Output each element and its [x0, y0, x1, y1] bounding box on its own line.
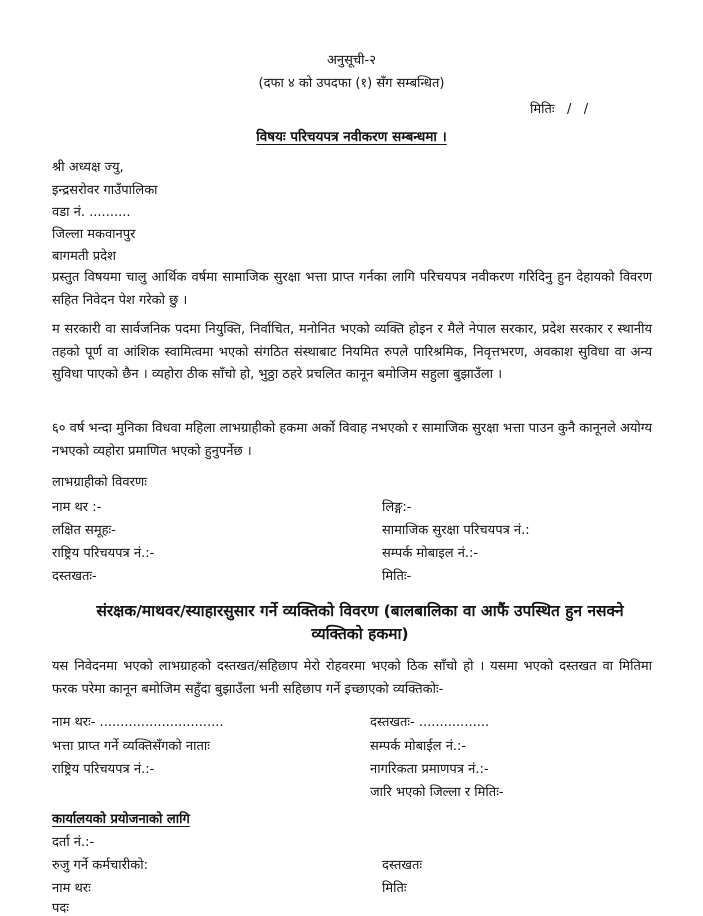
- guardian-name-field: नाम थरः- ..............................: [52, 715, 224, 730]
- office-name-field: नाम थरः: [52, 881, 91, 896]
- office-title: कार्यालयको प्रयोजनाको लागि: [52, 812, 190, 827]
- office-date-field: मितिः: [382, 881, 407, 896]
- beneficiary-ss-card-field: सामाजिक सुरक्षा परिचयपत्र नं.:: [382, 523, 530, 538]
- schedule-reference: (दफा ४ को उपदफा (१) सँग सम्बन्धित): [258, 76, 445, 91]
- guardian-nid-field: राष्ट्रिय परिचयपत्र नं.:-: [52, 762, 155, 777]
- beneficiary-target-group-field: लक्षित समूहः-: [52, 523, 116, 538]
- guardian-relation-field: भत्ता प्राप्त गर्ने व्यक्तिसँगको नाताः: [52, 739, 210, 754]
- guardian-mobile-field: सम्पर्क मोबाईल नं.:-: [370, 739, 467, 754]
- address-line: जिल्ला मकवानपुर: [52, 227, 136, 242]
- office-post-field: पदः: [52, 901, 69, 916]
- schedule-title: अनुसूची-२: [326, 53, 376, 68]
- declaration-paragraph: म सरकारी वा सार्वजनिक पदमा नियुक्ति, निर्वाचित, मनोनित भएको व्यक्ति होइन र मैले नेपाल सरकार, प्रदेश सरकार र स्थानीय तहको पूर्ण वा आंशिक स्वामित्वमा भएको संगठित संस्थाबाट नियमित रुपले पारिश्रमिक, निवृत्तभरण, अवकाश सुविधा वा अन्य सुविधा पाएको छैन । व्यहोरा ठीक साँचो हो, भुठ्ठा ठहरे प्रचलित कानून बमोजिम सहुला बुझाउँला ।: [52, 322, 652, 382]
- date-field: मितिः / /: [530, 102, 589, 117]
- guardian-heading: संरक्षक/माथवर/स्याहारसुसार गर्ने व्यक्तिको विवरण (बालबालिका वा आफैं उपस्थित हुन नसक्ने व्यक्तिको हकमा): [96, 602, 624, 643]
- address-line: श्री अध्यक्ष ज्यु,: [52, 160, 124, 175]
- address-line: वडा नं. ..........: [52, 205, 131, 220]
- beneficiary-nid-field: राष्ट्रिय परिचयपत्र नं.:-: [52, 546, 155, 561]
- office-verifier-field: रुजु गर्ने कर्मचारीको:: [52, 858, 149, 873]
- guardian-statement: यस निवेदनमा भएको लाभग्राहको दस्तखत/सहिछाप मेरो रोहवरमा भएको ठिक साँचो हो । यसमा भएको दस्तखत वा मितिमा फरक परेमा कानून बमोजिम सहुँदा बुझाउँला भनी सहिछाप गर्ने इच्छाएको व्यक्तिकोः-: [52, 659, 652, 697]
- beneficiary-gender-field: लिङ्ग:-: [382, 500, 412, 515]
- beneficiary-name-field: नाम थर :-: [52, 500, 102, 515]
- guardian-citizenship-field: नागरिकता प्रमाणपत्र नं.:-: [370, 762, 489, 777]
- address-line: बागमती प्रदेश: [52, 249, 116, 264]
- widow-paragraph: ६० वर्ष भन्दा मुनिका विधवा महिला लाभग्राहीको हकमा अर्को विवाह नभएको र सामाजिक सुरक्षा भत्ता पाउन कुनै कानूनले अयोग्य नभएको व्यहोरा प्रमाणित भएको हुनुपर्नेछ ।: [52, 421, 652, 459]
- beneficiary-date-field: मितिः-: [382, 569, 412, 584]
- guardian-issued-field: जारि भएको जिल्ला र मितिः-: [370, 785, 504, 800]
- guardian-signature-field: दस्तखतः- .................: [370, 715, 490, 730]
- intro-paragraph: प्रस्तुत विषयमा चालु आर्थिक वर्षमा सामाजिक सुरक्षा भत्ता प्राप्त गर्नका लागि परिचयपत्र नवीकरण गरिदिनु हुन देहायको विवरण सहित निवेदन पेश गरेको छु ।: [52, 270, 652, 308]
- address-line: इन्द्रसरोवर गाउँपालिका: [52, 183, 158, 198]
- beneficiary-mobile-field: सम्पर्क मोबाइल नं.:-: [382, 546, 479, 561]
- office-reg-no-field: दर्ता नं.:-: [52, 835, 95, 850]
- beneficiary-title: लाभग्राहीको विवरणः: [52, 475, 147, 490]
- office-signature-field: दस्तखतः: [382, 858, 423, 873]
- subject-line: विषयः परिचयपत्र नवीकरण सम्बन्धमा ।: [256, 129, 447, 145]
- beneficiary-signature-field: दस्तखतः-: [52, 569, 97, 584]
